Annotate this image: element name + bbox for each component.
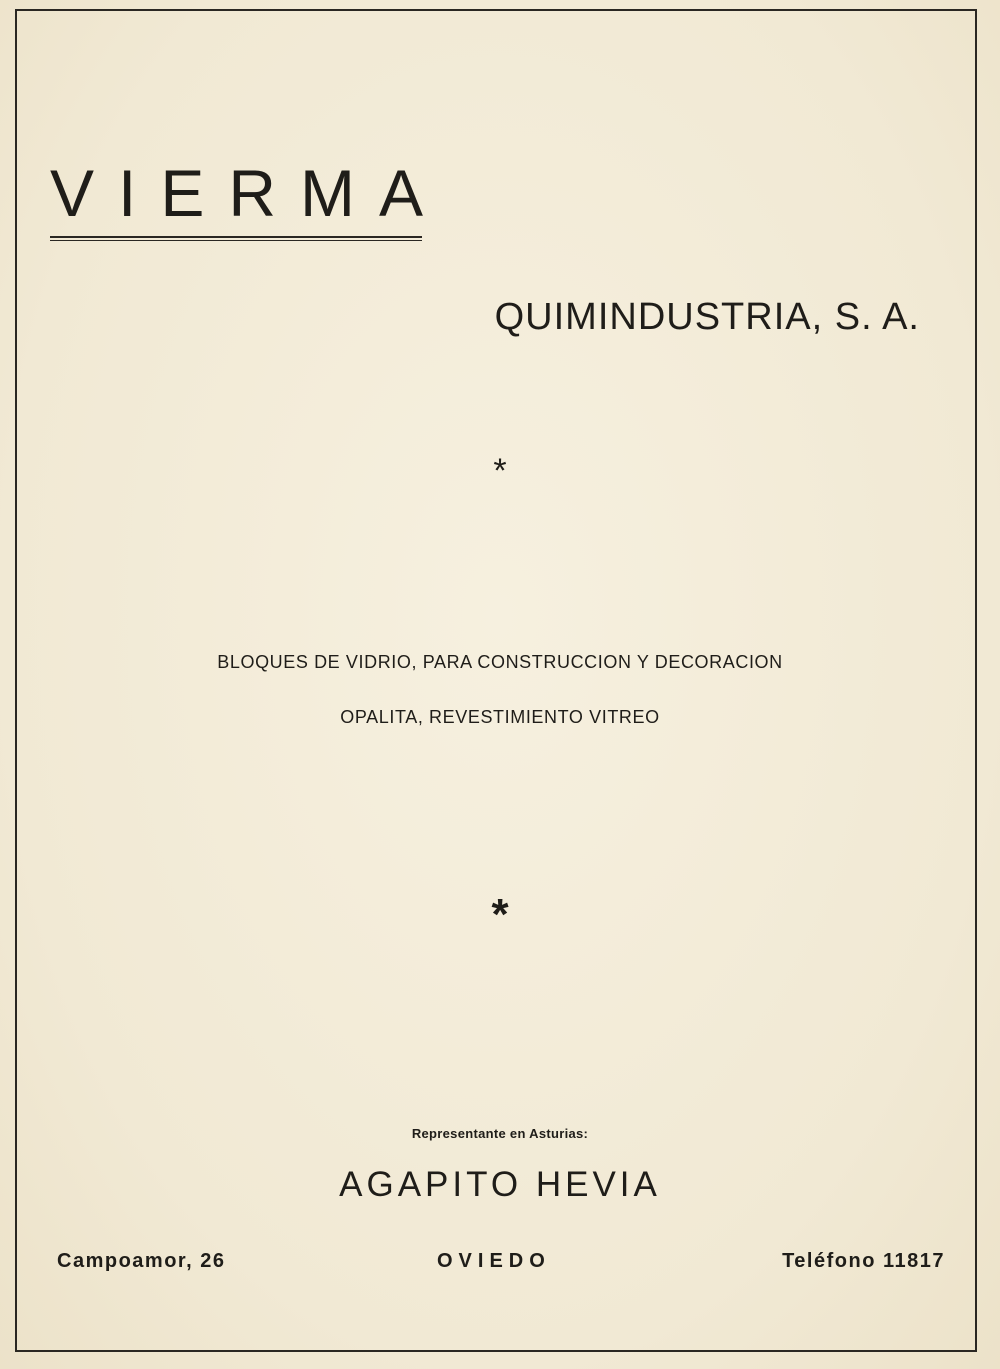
asterisk-ornament-top: *: [493, 452, 507, 490]
footer-phone: Teléfono 11817: [782, 1250, 945, 1272]
product-line-2: OPALITA, REVESTIMIENTO VITREO: [340, 707, 660, 727]
brand-double-rule: [50, 236, 422, 241]
brand-title: VIERMA: [50, 156, 448, 230]
representative-label: Representante en Asturias:: [411, 1126, 589, 1141]
asterisk-ornament-bottom: *: [491, 890, 509, 939]
company-name: QUIMINDUSTRIA, S. A.: [494, 296, 920, 338]
product-line-1: BLOQUES DE VIDRIO, PARA CONSTRUCCION Y DECORACION: [217, 652, 783, 672]
representative-name: AGAPITO HEVIA: [339, 1165, 661, 1204]
footer-address: Campoamor, 26: [57, 1250, 226, 1272]
footer-city: OVIEDO: [437, 1250, 551, 1272]
